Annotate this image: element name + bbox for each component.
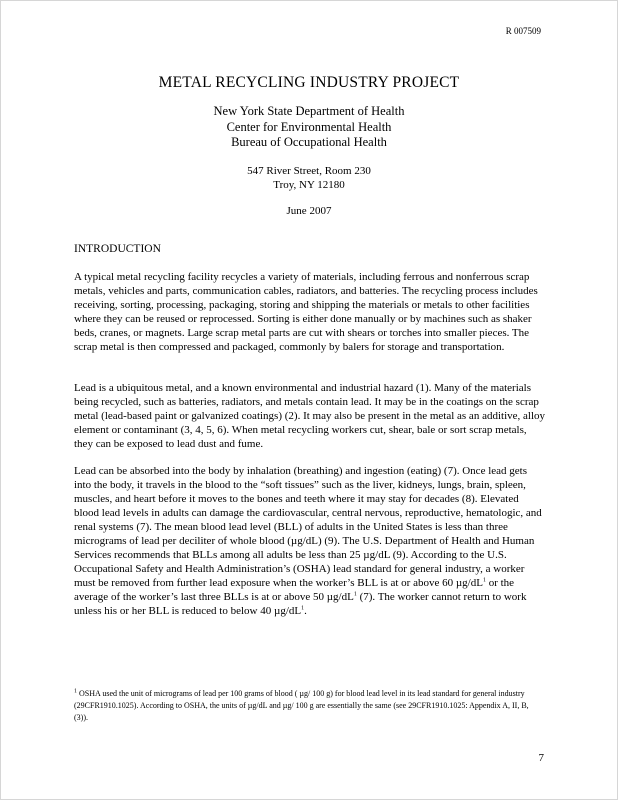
paragraph-text: or the average of the worker’s last three BLLs is at or above 50 µg/dL: [74, 577, 515, 603]
address-city: Troy, NY 12180: [273, 179, 345, 191]
document-title: METAL RECYCLING INDUSTRY PROJECT: [158, 74, 460, 91]
paragraph-text: (7). The worker cannot return to work unless his or her BLL is reduced to below 40 µg/dL: [74, 591, 527, 617]
agency-line: New York State Department of Health: [213, 104, 405, 118]
paragraph-text: .: [304, 605, 307, 617]
footnote-text: OSHA used the unit of micrograms of lead per 100 grams of blood ( µg/ 100 g) for blood lead level in its lead standard for general industry (29CFR1910.1025). According to OSHA, the units of µg/dL and µg/ 100 g are essentially the same (see 29CFR1910.1025: Appendix A, II, B, (3)).: [74, 689, 529, 722]
paragraph: A typical metal recycling facility recycles a variety of materials, including ferrous and nonferrous scrap metals, vehicles and parts, communication cables, radiators, and batteries. The recycling process includes receiving, sorting, processing, packaging, storing and shipping the materials or metals to other facilities where they can be reused or reprocessed. Sorting is either done manually or by machines such as shaker beds, cranes, or magnets. Large scrap metal parts are cut with shears or torches into smaller pieces. The scrap metal is then compressed and packaged, commonly by balers for storage and transportation.: [74, 271, 538, 353]
agency-line: Center for Environmental Health: [226, 119, 392, 134]
paragraph-text: Lead can be absorbed into the body by inhalation (breathing) and ingestion (eating) (7). Once lead gets into the body, it travels in the blood to the “soft tissues” such as the liver, kidneys, lungs, brain, spleen, muscles, and heart before it moves to the bones and teeth where it may stay for decades (8). Elevated blood lead levels in adults can damage the cardiovascular, central nervous, reproductive, hematologic, and renal systems (7). The mean blood lead level (BLL) of adults in the United States is less than three micrograms of lead per deciliter of whole blood (µg/dL) (9). The U.S. Department of Health and Human Services recommends that BLLs among all adults be less than 25 µg/dL (9). According to the U.S. Occupational Safety and Health Administration’s (OSHA) lead standard for general industry, a worker must be removed from further lead exposure when the worker’s BLL is at or above 60 µg/dL: [74, 465, 542, 589]
address-block: [0, 164, 618, 192]
document-date: June 2007: [286, 205, 332, 217]
document-id: R 007509: [505, 26, 541, 36]
footnote: [74, 688, 544, 724]
agency-line: Bureau of Occupational Health: [231, 135, 387, 149]
address-street: 547 River Street, Room 230: [247, 165, 371, 177]
footnote-ref[interactable]: 1: [482, 577, 486, 584]
section-heading: INTRODUCTION: [74, 243, 161, 255]
paragraph: Lead is a ubiquitous metal, and a known environmental and industrial hazard (1). Many of the materials being recycled, such as batteries, radiators, and metals contain lead. It may be in the coatings on the scrap metal (lead-based paint or galvanized coatings) (2). It may also be present in the metal as an additive, alloy element or contaminant (3, 4, 5, 6). When metal recycling workers cut, shear, bale or sort scrap metals, they can be exposed to lead dust and fume.: [74, 382, 545, 450]
paragraph: [74, 464, 546, 618]
page-number: 7: [538, 752, 544, 764]
agency-block: [0, 104, 618, 151]
footnote-ref[interactable]: 1: [353, 591, 357, 598]
footnote-marker: 1: [74, 688, 77, 695]
footnote-ref[interactable]: 1: [301, 605, 305, 612]
